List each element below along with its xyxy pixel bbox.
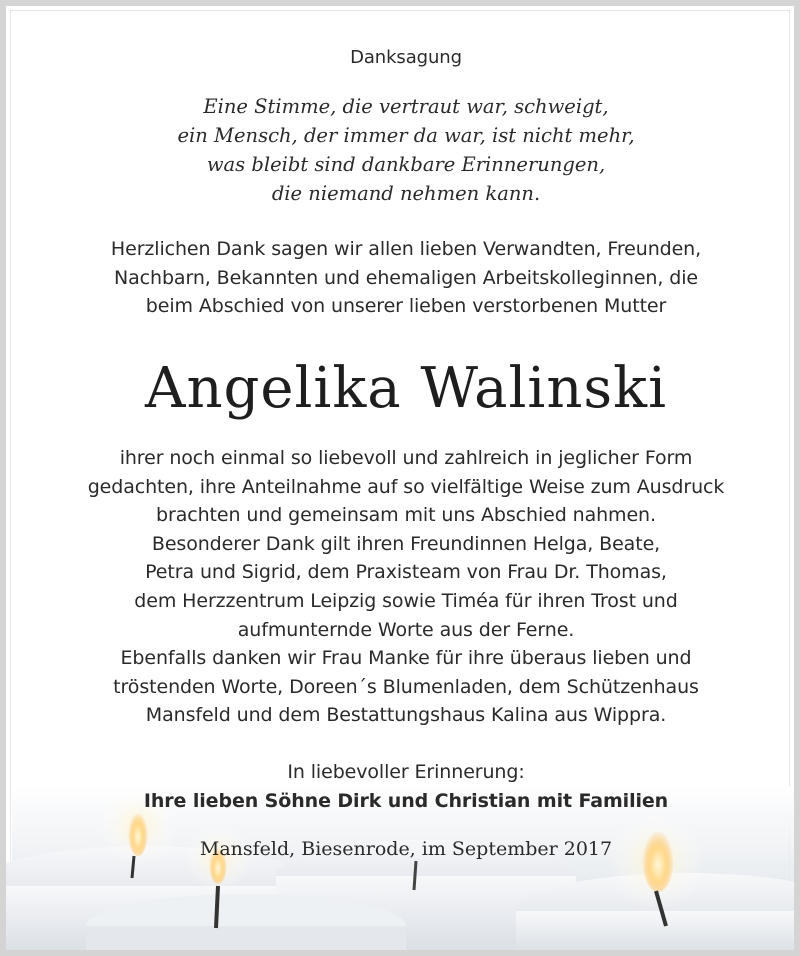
place-date: Mansfeld, Biesenrode, im September 2017	[199, 838, 613, 860]
thanks-paragraph	[6, 444, 800, 730]
body-line: dem Herzzentrum Leipzig sowie Timéa für ihren Trost und	[134, 589, 678, 612]
family-signature: Ihre lieben Söhne Dirk und Christian mit Familien	[143, 790, 669, 812]
poem-line: ein Mensch, der immer da war, ist nicht mehr,	[177, 124, 635, 147]
intro-paragraph	[6, 235, 800, 321]
body-line: aufmunternde Worte aus der Ferne.	[237, 618, 575, 641]
poem-line: Eine Stimme, die vertraut war, schweigt,	[203, 95, 609, 118]
poem	[6, 92, 800, 208]
body-line: gedachten, ihre Anteilnahme auf so vielfältige Weise zum Ausdruck	[87, 475, 725, 498]
poem-line: was bleibt sind dankbare Erinnerungen,	[206, 153, 606, 176]
intro-line: Herzlichen Dank sagen wir allen lieben Verwandten, Freunden,	[110, 238, 702, 260]
body-line: brachten und gemeinsam mit uns Abschied nahmen.	[156, 504, 656, 527]
intro-line: beim Abschied von unserer lieben verstorbenen Mutter	[145, 295, 667, 318]
body-line: Mansfeld und dem Bestattungshaus Kalina aus Wippra.	[145, 704, 667, 727]
poem-line: die niemand nehmen kann.	[271, 182, 541, 205]
body-line: Ebenfalls danken wir Frau Manke für ihre überaus lieben und	[120, 647, 692, 670]
body-line: tröstenden Worte, Doreen´s Blumenladen, dem Schützenhaus	[113, 675, 699, 698]
deceased-name: Angelika Walinski	[145, 356, 667, 421]
closing-line: In liebevoller Erinnerung:	[287, 761, 525, 783]
body-line: Petra und Sigrid, dem Praxisteam von Frau Dr. Thomas,	[145, 561, 667, 584]
body-line: ihrer noch einmal so liebevoll und zahlreich in jeglicher Form	[119, 447, 693, 469]
notice-title: Danksagung	[350, 47, 462, 68]
body-line: Besonderer Dank gilt ihren Freundinnen Helga, Beate,	[151, 532, 661, 555]
intro-line: Nachbarn, Bekannten und ehemaligen Arbeitskolleginnen, die	[114, 266, 698, 289]
